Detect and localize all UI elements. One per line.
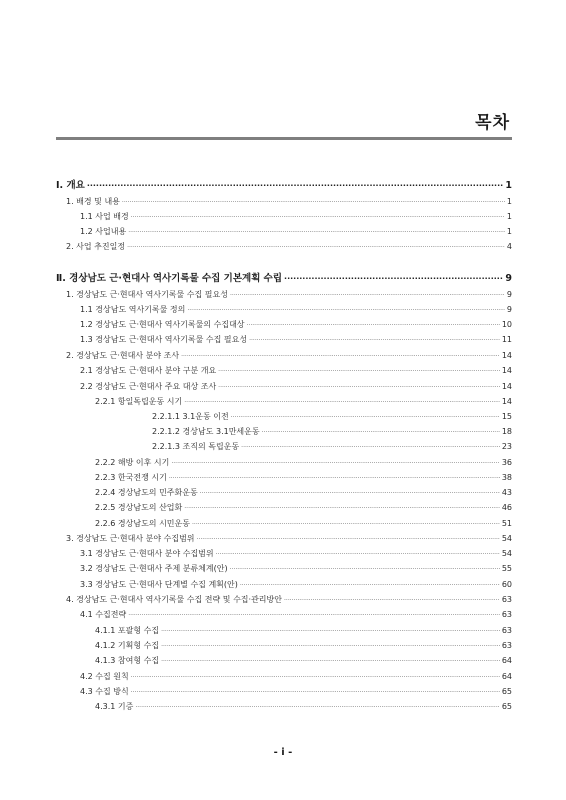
toc-dot-leader [184, 505, 500, 512]
toc-page-number: 65 [501, 702, 512, 711]
toc-entry[interactable] [80, 381, 512, 392]
toc-entry-title: 1.1 경상남도 역사기록물 정의 [80, 305, 186, 314]
toc-dot-leader [218, 384, 500, 391]
toc-entry[interactable] [95, 396, 512, 407]
toc-entry[interactable] [95, 487, 512, 498]
toc-entry-title: 4.1.1 포괄형 수집 [95, 626, 160, 635]
toc-entry-title: 3.1 경상남도 근·현대사 분야 수집범위 [80, 549, 214, 558]
toc-page-number: 46 [501, 503, 512, 512]
toc-entry[interactable] [80, 319, 512, 330]
toc-entry-title: 4.3 수집 방식 [80, 687, 129, 696]
toc-entry-title: 2.2.6 경상남도의 시민운동 [95, 519, 190, 528]
toc-page-number: 36 [501, 458, 512, 467]
toc-dot-leader [249, 337, 500, 344]
toc-entry-title: 1. 배경 및 내용 [66, 197, 120, 206]
toc-dot-leader [135, 704, 499, 711]
toc-page-number: 54 [501, 549, 512, 558]
toc-page-number: 1 [506, 212, 512, 221]
toc-entry[interactable] [80, 671, 512, 682]
toc-entry[interactable] [95, 518, 512, 529]
toc-page-number: 64 [501, 672, 512, 681]
toc-page-number: 60 [501, 580, 512, 589]
toc-entry[interactable] [80, 686, 512, 697]
toc-dot-leader [240, 582, 500, 589]
toc-page-number: 14 [501, 382, 512, 391]
toc-page-number: 64 [501, 656, 512, 665]
toc-entry[interactable] [152, 411, 512, 422]
toc-page-number: 1 [506, 227, 512, 236]
toc-entry[interactable] [66, 289, 512, 300]
toc-dot-leader [181, 353, 500, 360]
toc-entry[interactable] [95, 457, 512, 468]
toc-entry[interactable] [95, 640, 512, 651]
toc-page-number: 63 [501, 595, 512, 604]
toc-entry[interactable] [80, 334, 512, 345]
toc-entry[interactable] [95, 625, 512, 636]
toc-dot-leader [131, 689, 500, 696]
toc-dot-leader [218, 368, 500, 375]
toc-page-number: 15 [501, 412, 512, 421]
toc-dot-leader [200, 490, 500, 497]
toc-dot-leader [241, 444, 500, 451]
toc-dot-leader [122, 199, 505, 206]
toc-entry[interactable] [152, 441, 512, 452]
toc-page-number: 51 [501, 519, 512, 528]
toc-entry-title: 1. 경상남도 근·현대사 역사기록물 수집 필요성 [66, 290, 228, 299]
toc-dot-leader [262, 429, 500, 436]
toc-entry-title: 2. 사업 추진일정 [66, 242, 126, 251]
toc-entry-title: 4.1.3 참여형 수집 [95, 656, 160, 665]
toc-entry[interactable] [80, 548, 512, 559]
toc-entry[interactable] [66, 196, 512, 207]
toc-entry-title: 4.3.1 기증 [95, 702, 134, 711]
toc-entry-title: 2.2.3 한국전쟁 시기 [95, 473, 167, 482]
toc-dot-leader [128, 612, 500, 619]
toc-dot-leader [184, 399, 500, 406]
toc-dot-leader [216, 551, 500, 558]
toc-page-number: 14 [501, 366, 512, 375]
toc-dot-leader [230, 566, 500, 573]
toc-chapter-entry[interactable] [56, 177, 512, 191]
toc-entry-title: 2.2.1.3 조직의 독립운동 [152, 442, 240, 451]
toc-page-number: 14 [501, 397, 512, 406]
toc-entry[interactable] [66, 533, 512, 544]
toc-dot-leader [231, 414, 500, 421]
toc-page-number: 9 [506, 305, 512, 314]
toc-page-number: 65 [501, 687, 512, 696]
toc-dot-leader [169, 475, 500, 482]
page-title: 목차 [475, 113, 510, 133]
toc-entry-title: 1.1 사업 배경 [80, 212, 129, 221]
toc-page-number: 9 [505, 273, 512, 284]
toc-entry[interactable] [95, 472, 512, 483]
toc-entry[interactable] [66, 350, 512, 361]
toc-dot-leader [284, 597, 500, 604]
toc-page-number: 63 [501, 641, 512, 650]
toc-entry-title: 3.3 경상남도 근·현대사 단계별 수집 계획(안) [80, 580, 238, 589]
toc-page-number: 43 [501, 488, 512, 497]
toc-dot-leader [87, 181, 504, 190]
toc-dot-leader [187, 307, 505, 314]
toc-entry[interactable] [95, 655, 512, 666]
toc-entry-title: 2.2.1.1 3.1운동 이전 [152, 412, 229, 421]
toc-dot-leader [131, 214, 505, 221]
toc-entry[interactable] [80, 365, 512, 376]
toc-entry-title: 2.1 경상남도 근·현대사 분야 구분 개요 [80, 366, 217, 375]
toc-page-number: 14 [501, 351, 512, 360]
toc-dot-leader [161, 658, 500, 665]
toc-entry[interactable] [80, 211, 512, 222]
toc-page-number: 54 [501, 534, 512, 543]
toc-dot-leader [128, 229, 505, 236]
toc-dot-leader [284, 274, 503, 283]
toc-entry-title: 4.2 수집 원칙 [80, 672, 129, 681]
toc-dot-leader [192, 521, 500, 528]
toc-entry[interactable] [80, 304, 512, 315]
toc-entry[interactable] [152, 426, 512, 437]
toc-dot-leader [161, 628, 500, 635]
toc-dot-leader [131, 674, 500, 681]
toc-entry-title: 2.2 경상남도 근·현대사 주요 대상 조사 [80, 382, 217, 391]
toc-entry-title: 2.2.2 해방 이후 시기 [95, 458, 170, 467]
toc-entry-title: Ⅱ. 경상남도 근·현대사 역사기록물 수집 기본계획 수립 [56, 273, 283, 284]
toc-page-number: 9 [506, 290, 512, 299]
toc-chapter-entry[interactable] [56, 270, 512, 284]
toc-page-number: 1 [505, 180, 512, 191]
toc-dot-leader [197, 536, 500, 543]
toc-entry-title: 1.2 경상남도 근·현대사 역사기록물의 수집대상 [80, 320, 245, 329]
toc-page-number: 55 [501, 564, 512, 573]
toc-entry-title: 2.2.1.2 경상남도 3.1만세운동 [152, 427, 260, 436]
toc-dot-leader [171, 460, 499, 467]
toc-dot-leader [127, 244, 505, 251]
toc-dot-leader [161, 643, 500, 650]
toc-page-number: 1 [506, 197, 512, 206]
toc-page-number: 11 [501, 335, 512, 344]
toc-entry[interactable] [80, 563, 512, 574]
toc-entry-title: 2.2.4 경상남도의 민주화운동 [95, 488, 198, 497]
toc-entry-title: Ⅰ. 개요 [56, 180, 85, 191]
toc-page-number: 4 [506, 242, 512, 251]
toc-entry-title: 2.2.1 항일독립운동 시기 [95, 397, 183, 406]
toc-dot-leader [247, 322, 500, 329]
toc-entry-title: 4. 경상남도 근·현대사 역사기록물 수집 전략 및 수집·관리방안 [66, 595, 282, 604]
toc-page-number: 23 [501, 442, 512, 451]
toc-page-number: 10 [501, 320, 512, 329]
toc-entry-title: 3.2 경상남도 근·현대사 주제 분류체계(안) [80, 564, 228, 573]
toc-page-number: 63 [501, 610, 512, 619]
toc-entry[interactable] [80, 609, 512, 620]
toc-entry-title: 1.3 경상남도 근·현대사 역사기록물 수집 필요성 [80, 335, 248, 344]
toc-page-number: 38 [501, 473, 512, 482]
toc-page-number: 63 [501, 626, 512, 635]
toc-entry-title: 4.1.2 기획형 수집 [95, 641, 160, 650]
toc-entry[interactable] [80, 579, 512, 590]
toc-entry[interactable] [80, 226, 512, 237]
toc-entry[interactable] [66, 594, 512, 605]
page-number-footer: - i - [273, 747, 293, 758]
toc-entry-title: 1.2 사업내용 [80, 227, 127, 236]
toc-entry[interactable] [95, 502, 512, 513]
toc-dot-leader [230, 292, 505, 299]
toc-entry-title: 4.1 수집전략 [80, 610, 127, 619]
toc-entry[interactable] [66, 241, 512, 252]
toc-entry[interactable] [95, 701, 512, 712]
toc-entry-title: 2. 경상남도 근·현대사 분야 조사 [66, 351, 180, 360]
toc-page-number: 18 [501, 427, 512, 436]
toc-entry-title: 2.2.5 경상남도의 산업화 [95, 503, 183, 512]
toc-entry-title: 3. 경상남도 근·현대사 분야 수집범위 [66, 534, 195, 543]
